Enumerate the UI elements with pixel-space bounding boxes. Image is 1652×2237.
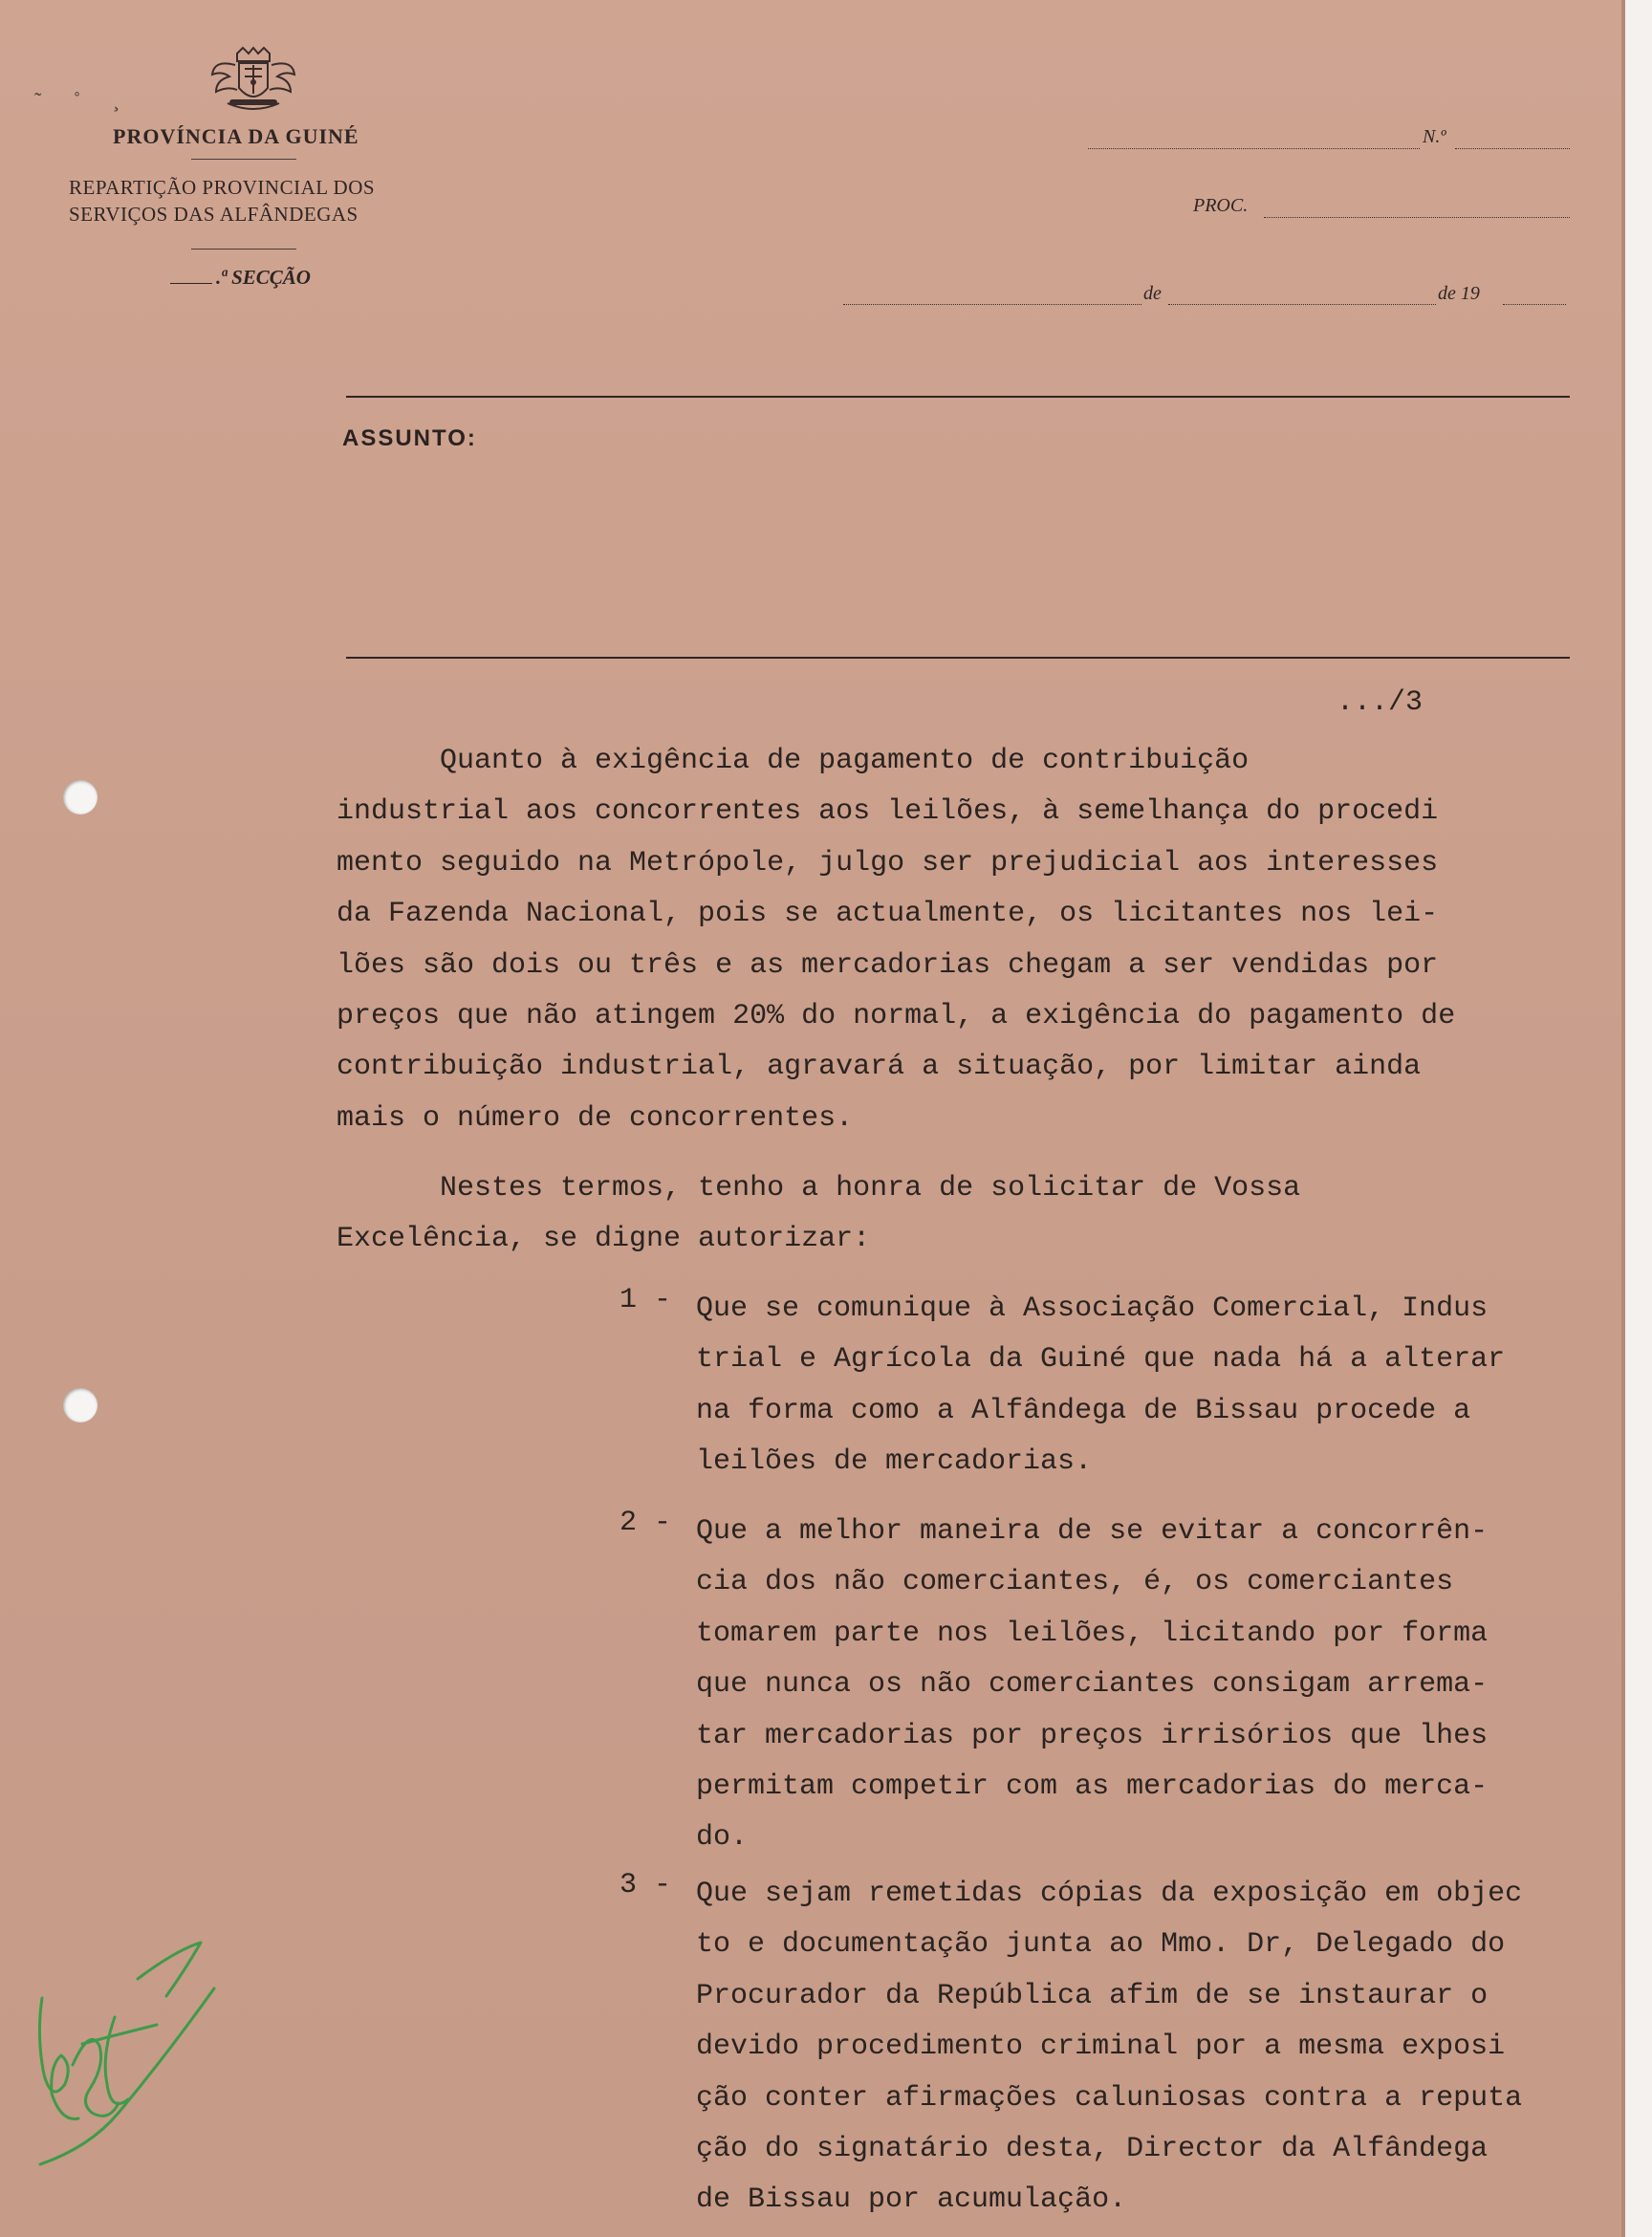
header-divider-1 bbox=[191, 159, 296, 160]
text-line: tomarem parte nos leilões, licitando por forma bbox=[696, 1617, 1489, 1650]
subject-bottom-rule bbox=[346, 657, 1570, 659]
section-blank-line bbox=[170, 283, 212, 284]
department-line-2: SERVIÇOS DAS ALFÂNDEGAS bbox=[69, 203, 359, 226]
text-line: Que se comunique à Associação Comercial, Indus bbox=[696, 1292, 1489, 1325]
subject-label: ASSUNTO: bbox=[342, 425, 477, 451]
date-de-label-1: de bbox=[1143, 283, 1162, 304]
text-line: tar mercadorias por preços irrisórios que lhes bbox=[696, 1719, 1489, 1752]
text-line: Excelência, se digne autorizar: bbox=[337, 1223, 871, 1256]
handwritten-initials-signature bbox=[23, 1922, 224, 2170]
text-line: de Bissau por acumulação. bbox=[696, 2183, 1127, 2217]
date-year-dotted-line bbox=[1503, 304, 1566, 305]
text-line: lões são dois ou três e as mercadorias chegam a ser vendidas por bbox=[337, 948, 1439, 982]
text-line: mento seguido na Metrópole, julgo ser prejudicial aos interesses bbox=[337, 846, 1439, 880]
text-line: trial e Agrícola da Guiné que nada há a alterar bbox=[696, 1343, 1506, 1377]
text-line: do. bbox=[696, 1821, 749, 1855]
text-line: Procurador da República afim de se instaurar o bbox=[696, 1979, 1489, 2012]
page-number-mark: .../3 bbox=[1337, 686, 1424, 719]
scan-specks: ˜ ˚ ¸ bbox=[34, 88, 133, 112]
text-line: leilões de mercadorias. bbox=[696, 1445, 1093, 1479]
date-month-dotted-line bbox=[1168, 304, 1436, 305]
item-text bbox=[696, 1869, 1522, 2226]
subject-top-rule bbox=[346, 396, 1570, 398]
text-line: na forma como a Alfândega de Bissau procede a bbox=[696, 1394, 1471, 1427]
text-line: Nestes termos, tenho a honra de solicitar de Vossa bbox=[337, 1172, 1301, 1205]
text-line: contribuição industrial, agravará a situação, por limitar ainda bbox=[337, 1051, 1422, 1084]
coat-of-arms-emblem bbox=[208, 46, 298, 119]
text-line: ção conter afirmações caluniosas contra a reputa bbox=[696, 2081, 1523, 2115]
text-line: industrial aos concorrentes aos leilões, à semelhança do procedi bbox=[337, 795, 1439, 829]
text-line: Que a melhor maneira de se evitar a concorrên- bbox=[696, 1515, 1489, 1548]
text-line: mais o número de concorrentes. bbox=[337, 1101, 854, 1135]
text-line: permitam competir com as mercadorias do merca- bbox=[696, 1770, 1489, 1804]
text-line: cia dos não comerciantes, é, os comerciantes bbox=[696, 1566, 1454, 1599]
number-dotted-line bbox=[1088, 148, 1420, 149]
text-line: que nunca os não comerciantes consigam arrema- bbox=[696, 1668, 1489, 1702]
date-de-label-2: de 19 bbox=[1438, 283, 1480, 304]
department-heading bbox=[69, 174, 375, 228]
text-line: preços que não atingem 20% do normal, a exigência do pagamento de bbox=[337, 1000, 1456, 1033]
punch-hole-top bbox=[63, 780, 98, 814]
item-text bbox=[696, 1284, 1505, 1488]
text-line: Quanto à exigência de pagamento de contribuição bbox=[337, 745, 1250, 777]
text-line: ção do signatário desta, Director da Alfândega bbox=[696, 2133, 1489, 2166]
header-divider-2 bbox=[191, 249, 296, 250]
text-line: devido procedimento criminal por a mesma exposi bbox=[696, 2031, 1506, 2064]
punch-hole-bottom bbox=[63, 1388, 98, 1423]
item-number: 3 - bbox=[620, 1869, 672, 1901]
section-field bbox=[170, 266, 311, 290]
item-number: 1 - bbox=[620, 1284, 672, 1316]
proc-dotted-line bbox=[1264, 217, 1570, 218]
number-value-dotted-line bbox=[1455, 148, 1570, 149]
body-paragraph-1 bbox=[337, 736, 1579, 1144]
body-paragraph-2 bbox=[337, 1163, 1579, 1266]
text-line: da Fazenda Nacional, pois se actualmente, os licitantes nos lei- bbox=[337, 898, 1439, 931]
province-heading: PROVÍNCIA DA GUINÉ bbox=[113, 124, 359, 148]
item-text bbox=[696, 1507, 1488, 1864]
scan-margin bbox=[1625, 0, 1652, 2237]
number-label: N.º bbox=[1423, 126, 1446, 147]
department-line-1: REPARTIÇÃO PROVINCIAL DOS bbox=[69, 176, 376, 199]
date-place-dotted-line bbox=[843, 304, 1141, 305]
text-line: Que sejam remetidas cópias da exposição em objec bbox=[696, 1878, 1523, 1910]
text-line: to e documentação junta ao Mmo. Dr, Delegado do bbox=[696, 1928, 1506, 1962]
item-number: 2 - bbox=[620, 1507, 672, 1539]
section-label: .ª SECÇÃO bbox=[216, 266, 311, 289]
proc-label: PROC. bbox=[1193, 195, 1249, 216]
